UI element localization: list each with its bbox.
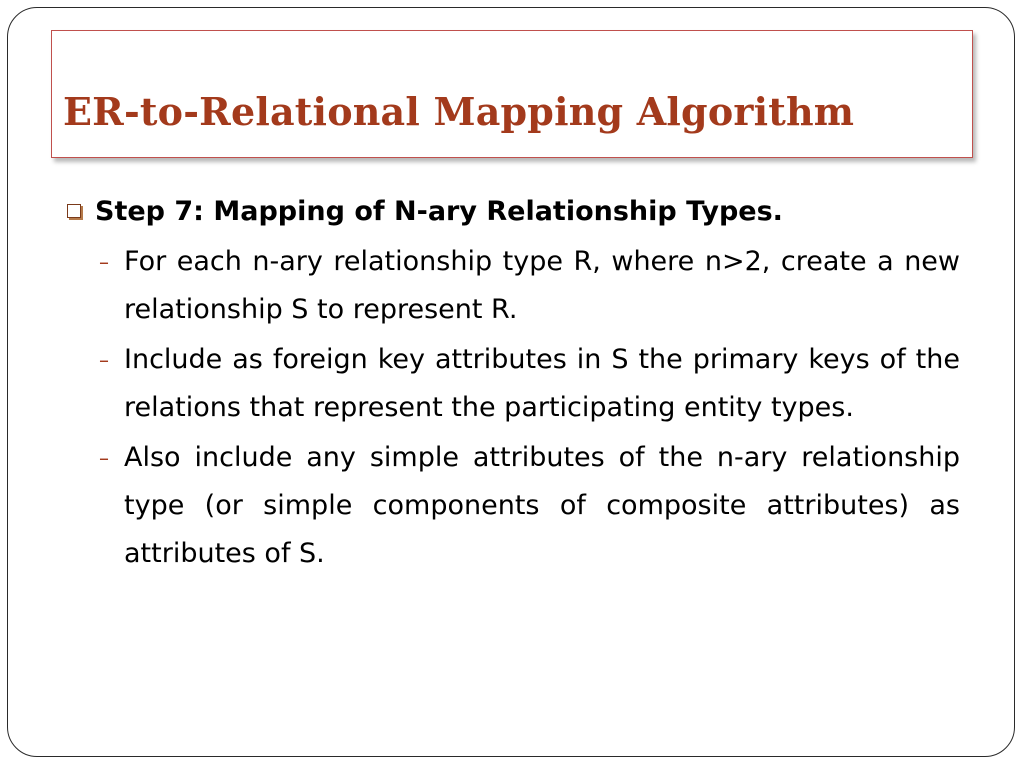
hollow-square-bullet-icon (67, 204, 81, 218)
sub-point-list (65, 238, 965, 578)
step-heading-row (65, 188, 965, 236)
slide-content (65, 188, 965, 580)
title-box (51, 30, 973, 158)
list-item (65, 434, 965, 578)
sub-point-text: Also include any simple attributes of the n-ary relationship type (or simple components of composite attributes) as attributes of S. (124, 442, 960, 569)
sub-point-text: For each n-ary relationship type R, where n>2, create a new relationship S to represent R. (124, 246, 960, 325)
dash-bullet: – (99, 348, 109, 372)
step-heading: Step 7: Mapping of N-ary Relationship Types. (95, 196, 783, 227)
dash-bullet: – (99, 446, 109, 470)
sub-point-text: Include as foreign key attributes in S the primary keys of the relations that represent the participating entity types. (124, 344, 960, 423)
slide-title: ER-to-Relational Mapping Algorithm (63, 89, 855, 134)
dash-bullet: – (99, 250, 109, 274)
list-item (65, 238, 965, 334)
list-item (65, 336, 965, 432)
